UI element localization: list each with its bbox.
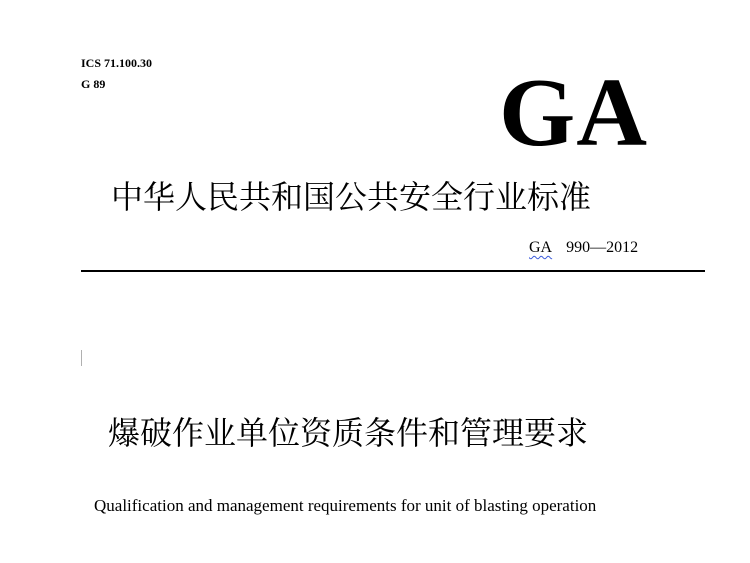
header-divider: [81, 270, 705, 272]
standard-number-prefix: GA: [529, 239, 553, 256]
standard-number: [529, 238, 638, 258]
text-cursor-mark: [81, 350, 82, 366]
document-title-cn: 爆破作业单位资质条件和管理要求: [108, 414, 589, 452]
standard-number-value: 990—2012: [566, 239, 639, 256]
document-title-en: Qualification and management requirements for unit of blasting operation: [94, 496, 597, 515]
classification-code: G 89: [81, 77, 106, 91]
ics-code: ICS 71.100.30: [81, 56, 153, 70]
standard-mark: GA: [499, 59, 648, 167]
standard-category-title: 中华人民共和国公共安全行业标准: [111, 178, 592, 216]
